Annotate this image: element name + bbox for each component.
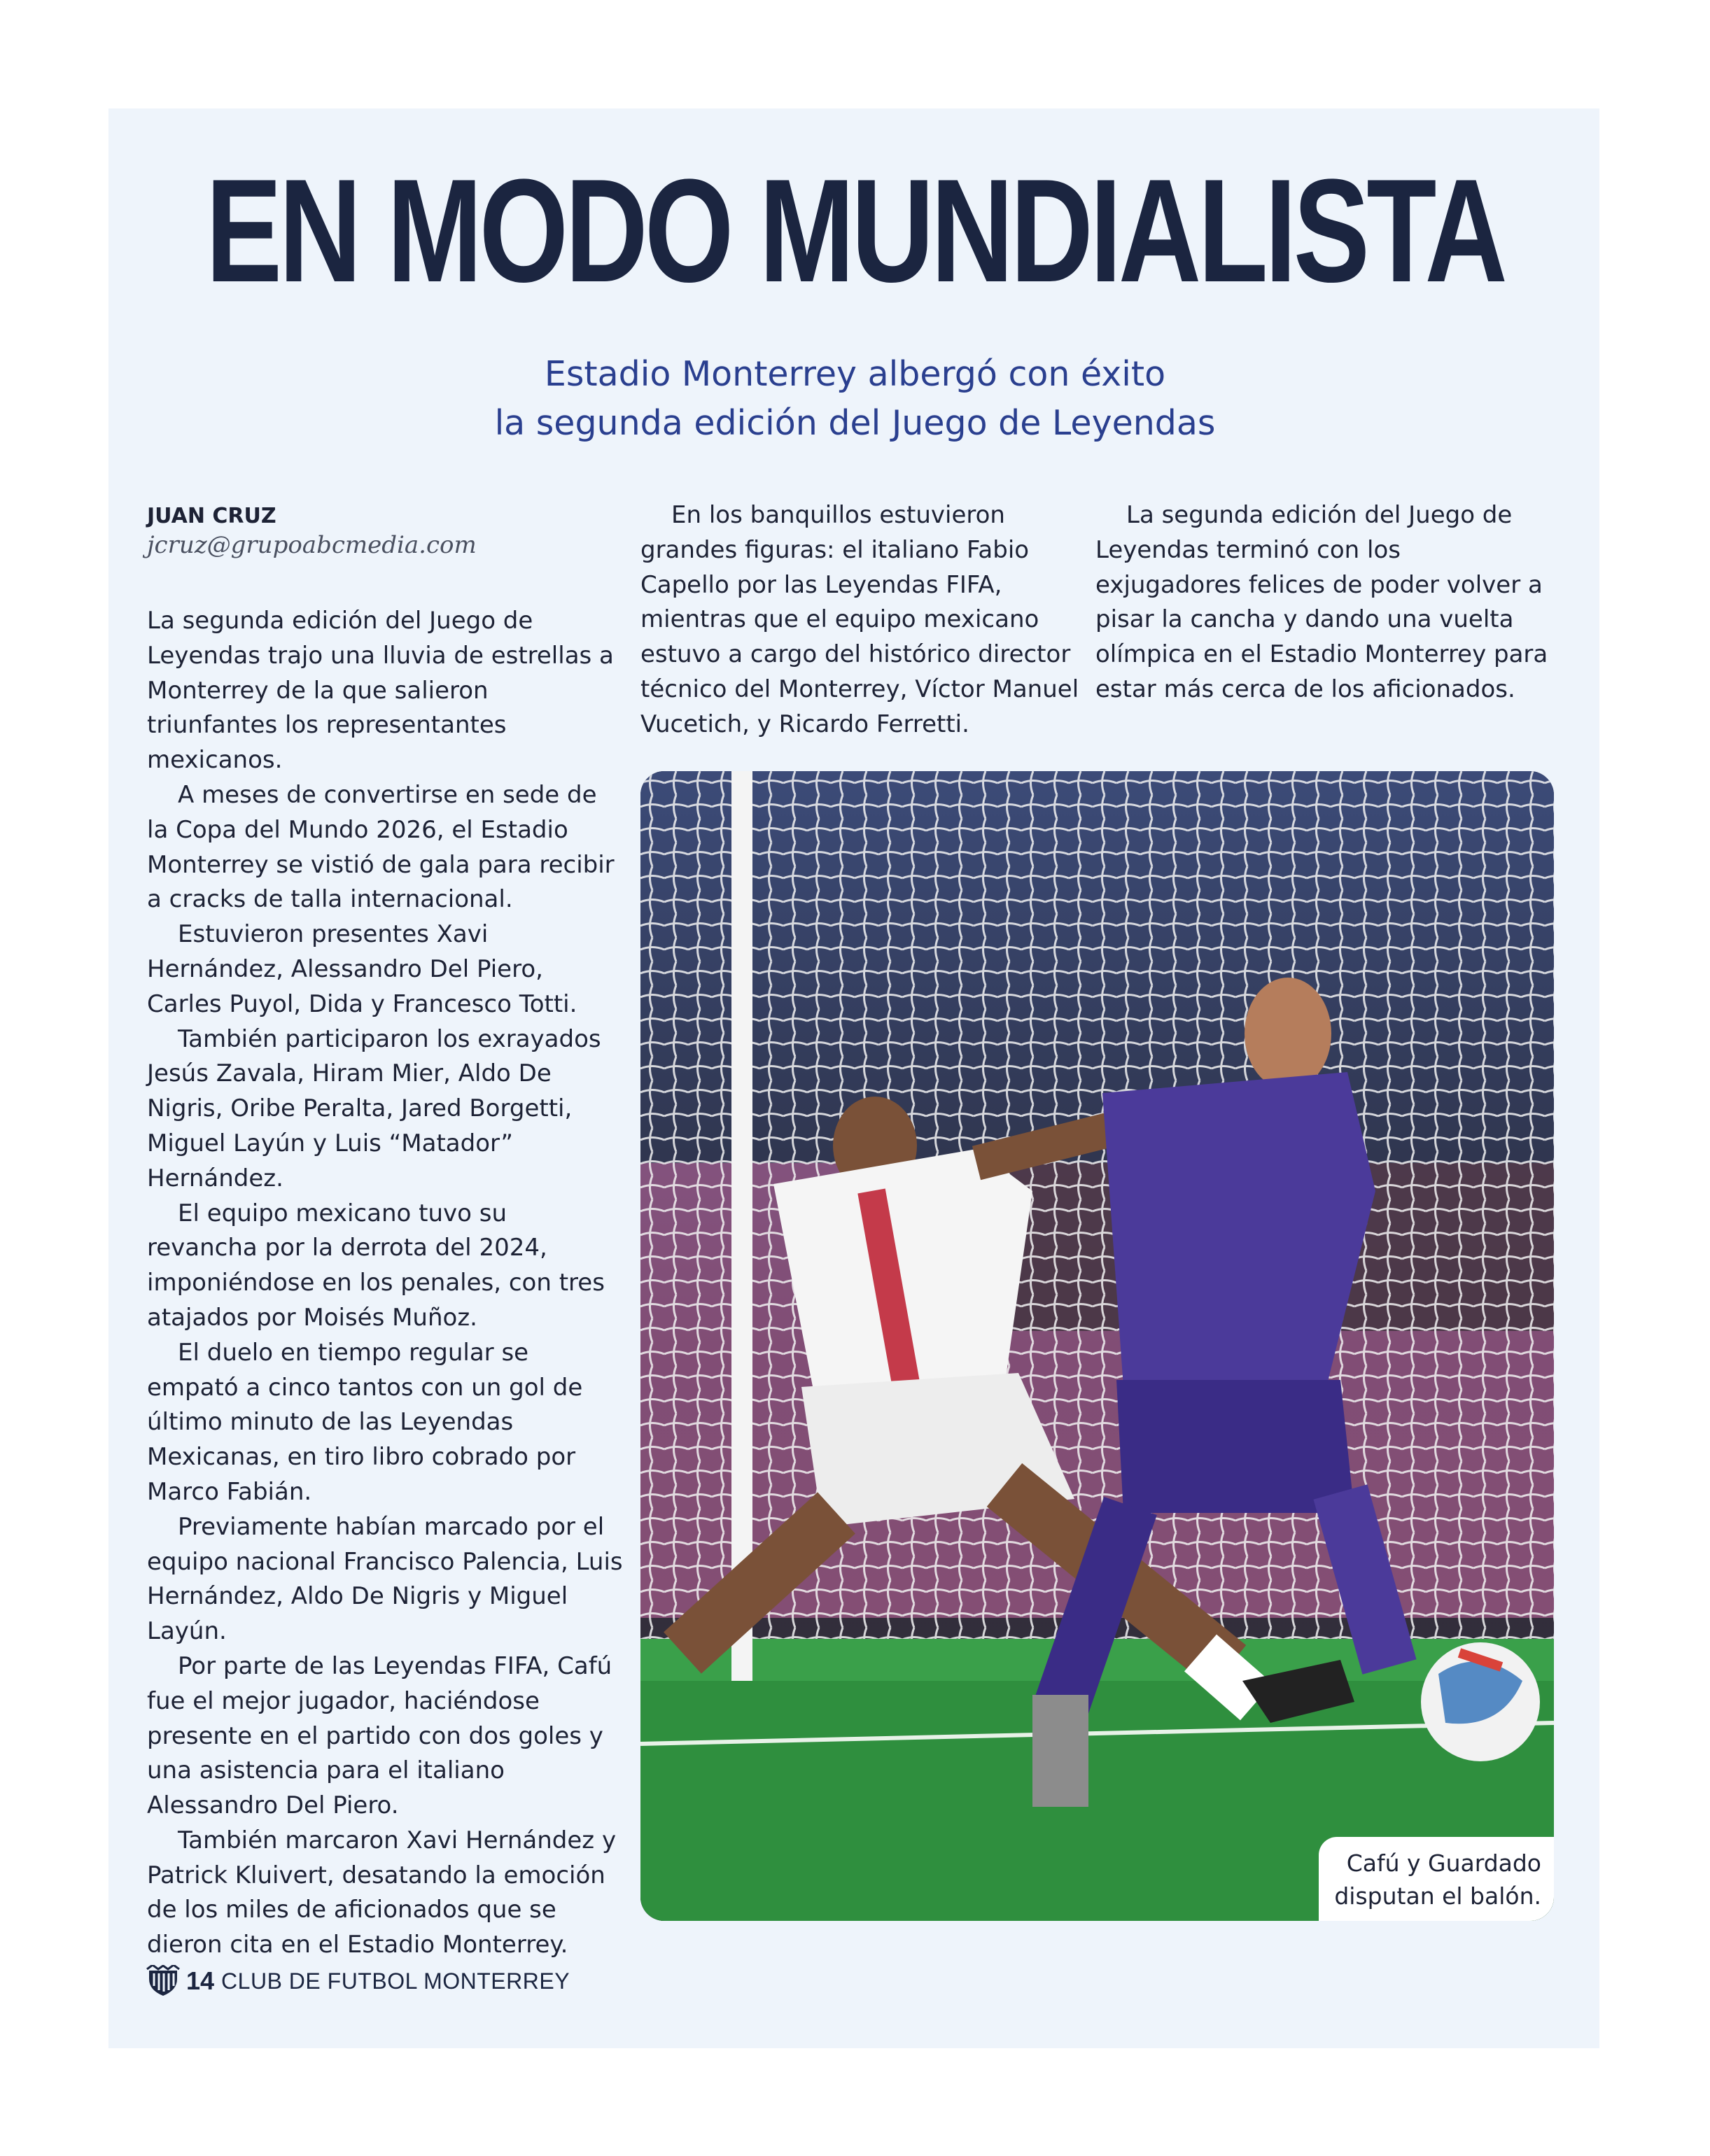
paragraph: También marcaron Xavi Hernández y Patrick Kluivert, desatando la emoción de los miles de aficionados que se dieron cita en el Estadio Monterrey.	[147, 1826, 617, 1959]
page-number: 14	[186, 1966, 215, 1995]
paragraph: Previamente habían marcado por el equipo nacional Francisco Palencia, Luis Hernández, Aldo De Nigris y Miguel Layún.	[147, 1512, 623, 1646]
paragraph: El equipo mexicano tuvo su revancha por la derrota del 2024, imponiéndose en los penales, con tres atajados por Moisés Muñoz.	[147, 1199, 605, 1332]
paragraph: En los banquillos estuvieron grandes figuras: el italiano Fabio Capello por las Leyendas FIFA, mientras que el equipo mexicano estuvo a cargo del histórico director técnico del Monterrey, Víctor Manuel Vucetich, y Ricardo Ferretti.	[640, 501, 1079, 738]
paragraph: La segunda edición del Juego de Leyendas trajo una lluvia de estrellas a Monterrey de la que salieron triunfantes los representantes mexicanos.	[147, 607, 614, 775]
article-column-1	[147, 604, 623, 1963]
caption-line-2: disputan el balón.	[1334, 1882, 1541, 1910]
paragraph: Por parte de las Leyendas FIFA, Cafú fue el mejor jugador, haciéndose presente en el partido con dos goles y una asistencia para el italiano Alessandro Del Piero.	[147, 1651, 612, 1820]
subtitle-line-2: la segunda edición del Juego de Leyendas	[494, 403, 1216, 443]
article-column-3	[1095, 498, 1550, 707]
caption-line-1: Cafú y Guardado	[1346, 1849, 1541, 1877]
match-photo-illustration	[640, 771, 1554, 1921]
author-email: jcruz@grupoabcmedia.com	[147, 531, 477, 559]
photo-caption	[1319, 1837, 1554, 1921]
subtitle	[0, 350, 1710, 448]
paragraph: A meses de convertirse en sede de la Copa del Mundo 2026, el Estadio Monterrey se vistió de gala para recibir a cracks de talla internacional.	[147, 780, 615, 914]
rayados-crest-icon	[146, 1965, 181, 1997]
paragraph: También participaron los exrayados Jesús Zavala, Hiram Mier, Aldo De Nigris, Oribe Peralta, Jared Borgetti, Miguel Layún y Luis “Matador” Hernández.	[147, 1024, 601, 1192]
article-column-2	[640, 498, 1081, 742]
paragraph: La segunda edición del Juego de Leyendas terminó con los exjugadores felices de poder volver a pisar la cancha y dando una vuelta olímpica en el Estadio Monterrey para estar más cerca de los aficionados.	[1095, 501, 1548, 703]
paragraph: El duelo en tiempo regular se empató a cinco tantos con un gol de último minuto de las Leyendas Mexicanas, en tiro libro cobrado por Marco Fabián.	[147, 1338, 583, 1506]
magazine-name: CLUB DE FUTBOL MONTERREY	[221, 1968, 570, 1994]
byline	[147, 504, 477, 559]
author-name: JUAN CRUZ	[147, 504, 276, 528]
page-footer	[146, 1964, 570, 1999]
subtitle-line-1: Estadio Monterrey albergó con éxito	[544, 354, 1166, 394]
match-photo	[640, 771, 1554, 1921]
headline: EN MODO MUNDIALISTA	[205, 148, 1505, 313]
paragraph: Estuvieron presentes Xavi Hernández, Alessandro Del Piero, Carles Puyol, Dida y Francesco Totti.	[147, 920, 577, 1018]
